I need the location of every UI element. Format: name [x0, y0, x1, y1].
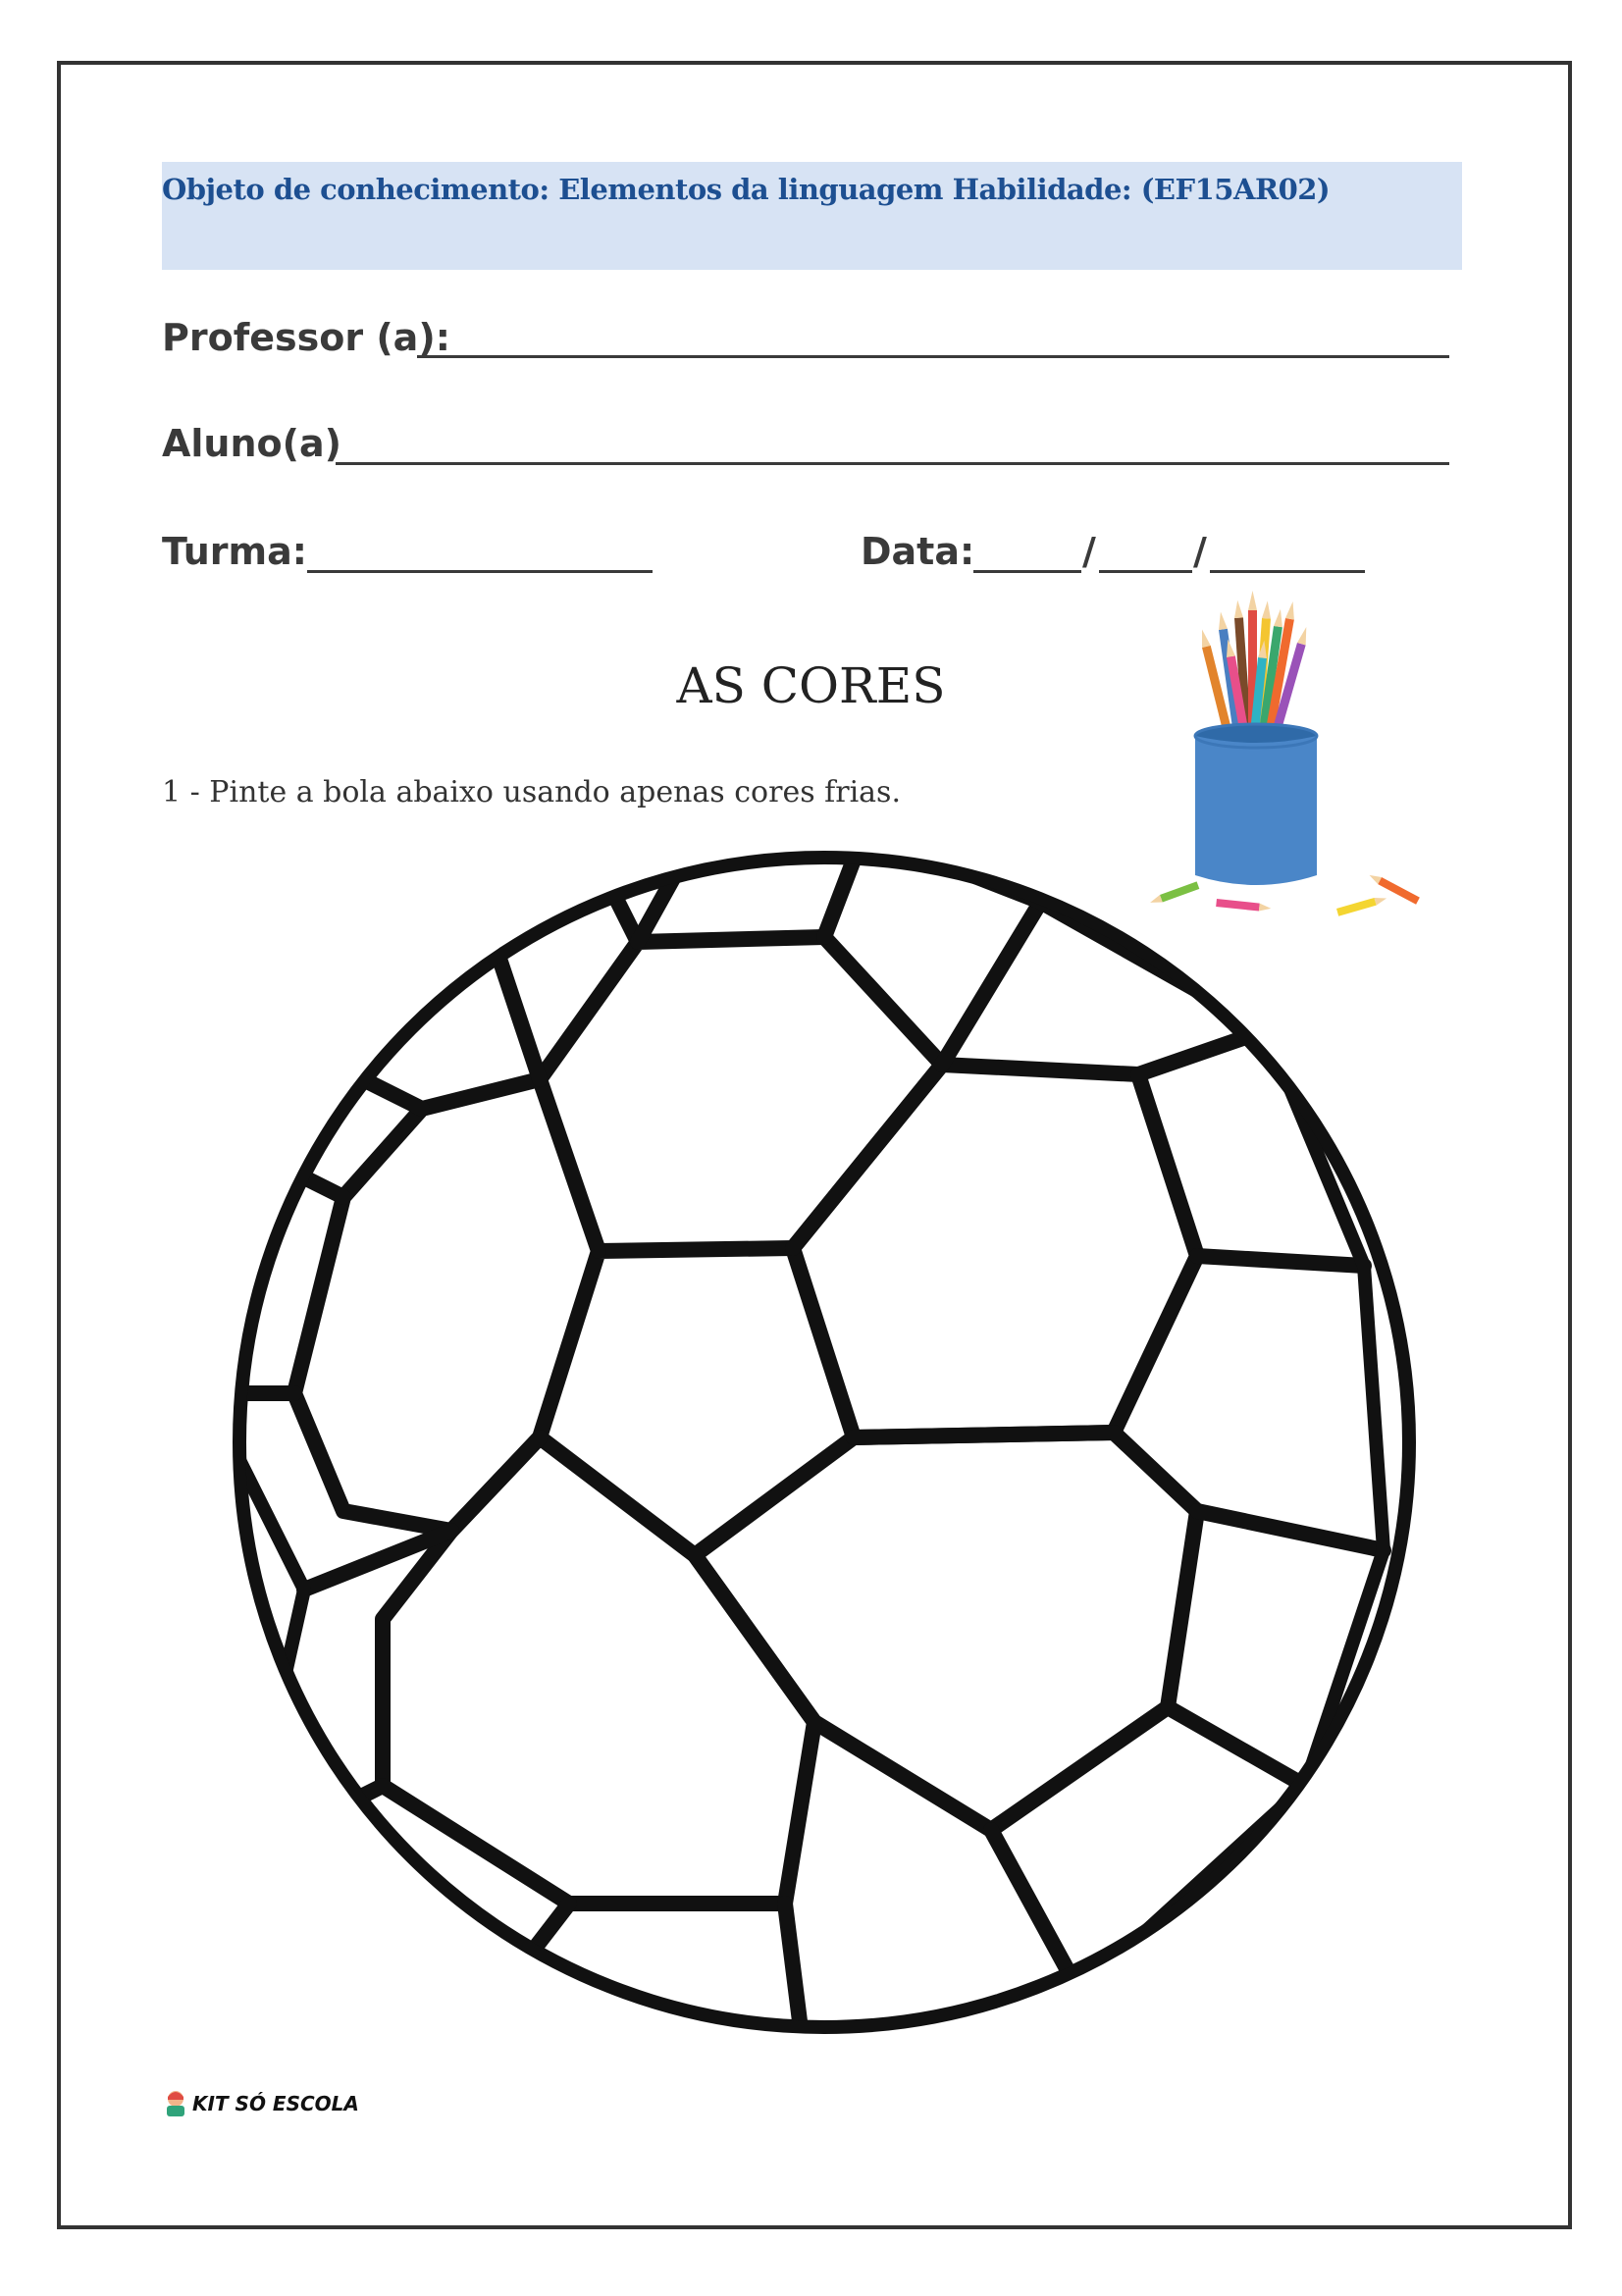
instruction-text: 1 - Pinte a bola abaixo usando apenas cores frias.	[162, 775, 901, 809]
date-separator-1: /	[1082, 530, 1096, 573]
data-label: Data:	[861, 530, 975, 573]
page-title: AS CORES	[676, 657, 946, 714]
date-separator-2: /	[1193, 530, 1207, 573]
aluno-input-line[interactable]	[336, 462, 1449, 465]
brand-logo-text: KIT SÓ ESCOLA	[192, 2092, 359, 2115]
professor-label: Professor (a):	[162, 316, 450, 359]
aluno-label: Aluno(a)	[162, 422, 342, 465]
soccer-ball-outline	[226, 844, 1423, 2041]
date-month-line[interactable]	[1099, 570, 1192, 573]
student-mascot-icon	[163, 2090, 188, 2117]
turma-input-line[interactable]	[307, 570, 653, 573]
date-day-line[interactable]	[973, 570, 1081, 573]
header-title: Objeto de conhecimento: Elementos da linguagem Habilidade: (EF15AR02)	[162, 173, 1331, 206]
brand-logo	[163, 2090, 359, 2117]
professor-input-line[interactable]	[417, 355, 1449, 358]
turma-label: Turma:	[162, 530, 307, 573]
date-year-line[interactable]	[1210, 570, 1365, 573]
